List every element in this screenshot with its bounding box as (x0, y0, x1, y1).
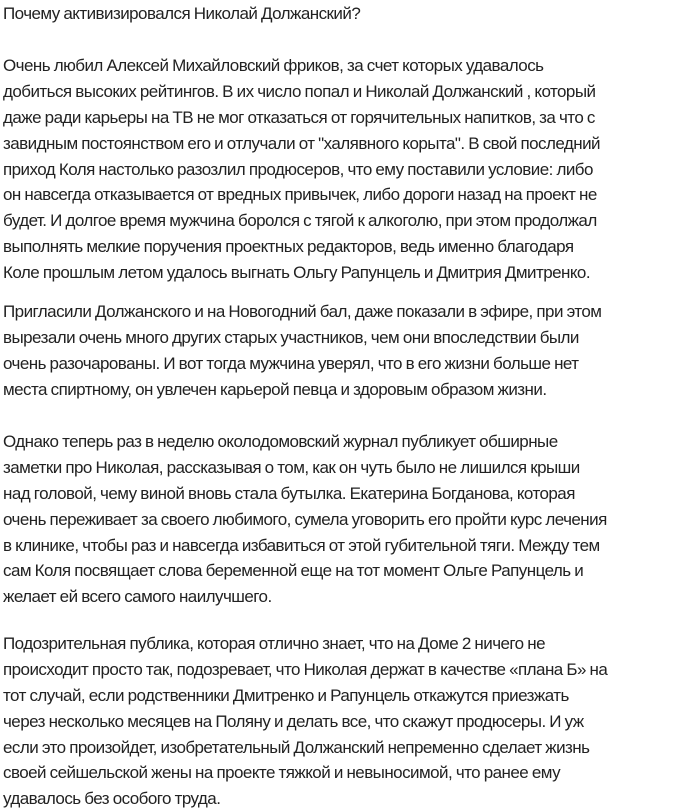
text-line: через несколько месяцев на Поляну и делать все, что скажут продюсеры. И уж (3, 711, 584, 731)
text-line: происходит просто так, подозревает, что Николая держат в качестве «плана Б» на (3, 659, 608, 679)
text-line: сам Коля посвящает слова беременной еще на тот момент Ольге Рапунцель и (3, 561, 584, 581)
text-line: он навсегда отказывается от вредных привычек, либо дороги назад на проект не (3, 185, 597, 205)
text-line: приход Коля настолько разозлил продюсеров, что ему поставили условие: либо (3, 159, 593, 179)
paragraph-4 (3, 631, 607, 812)
paragraph-2 (3, 299, 601, 403)
paragraph-3 (3, 429, 607, 610)
text-line: добиться высоких рейтингов. В их число попал и Николай Должанский , который (3, 81, 596, 101)
text-line: очень разочарованы. И вот тогда мужчина уверял, что в его жизни больше нет (3, 353, 579, 373)
text-line: если это произойдет, изобретательный Должанский непременно сделает жизнь (3, 737, 590, 757)
text-line: очень переживает за своего любимого, сумела уговорить его пройти курс лечения (3, 509, 607, 529)
article-title: Почему активизировался Николай Должанский? (3, 4, 361, 23)
text-line: Однако теперь раз в неделю околодомовский журнал публикует обширные (3, 432, 558, 451)
text-line: над головой, чему виной вновь стала бутылка. Екатерина Богданова, которая (3, 483, 575, 503)
text-line: в клинике, чтобы раз и навсегда избавиться от этой губительной тяги. Между тем (3, 535, 600, 555)
text-line: завидным постоянством его и отлучали от "халявного корыта". В свой последний (3, 133, 600, 153)
text-line: Коле прошлым летом удалось выгнать Ольгу Рапунцель и Дмитрия Дмитренко. (3, 263, 591, 283)
text-line: вырезали очень много других старых участников, чем они впоследствии были (3, 327, 579, 347)
text-line: Очень любил Алексей Михайловский фриков, за счет которых удавалось (3, 56, 544, 75)
text-line: даже ради карьеры на ТВ не мог отказаться от горячительных напитков, за что с (3, 107, 595, 127)
text-line: желает ей всего самого наилучшего. (3, 587, 272, 607)
text-line: места спиртному, он увлечен карьерой певца и здоровым образом жизни. (3, 379, 547, 399)
paragraph-1 (3, 53, 600, 286)
text-line: удавалось без особого труда. (3, 789, 221, 809)
text-line: тот случай, если родственники Дмитренко и Рапунцель откажутся приезжать (3, 685, 569, 705)
text-line: будет. И долгое время мужчина боролся с тягой к алкоголю, при этом продолжал (3, 211, 597, 231)
text-line: заметки про Николая, рассказывая о том, как он чуть было не лишился крыши (3, 457, 580, 477)
text-line: Подозрительная публика, которая отлично знает, что на Доме 2 ничего не (3, 634, 546, 653)
text-line: выполнять мелкие поручения проектных редакторов, ведь именно благодаря (3, 237, 574, 257)
text-line: своей сейшельской жены на проекте тяжкой и невыносимой, что ранее ему (3, 763, 561, 783)
text-line: Пригласили Должанского и на Новогодний бал, даже показали в эфире, при этом (3, 302, 602, 321)
